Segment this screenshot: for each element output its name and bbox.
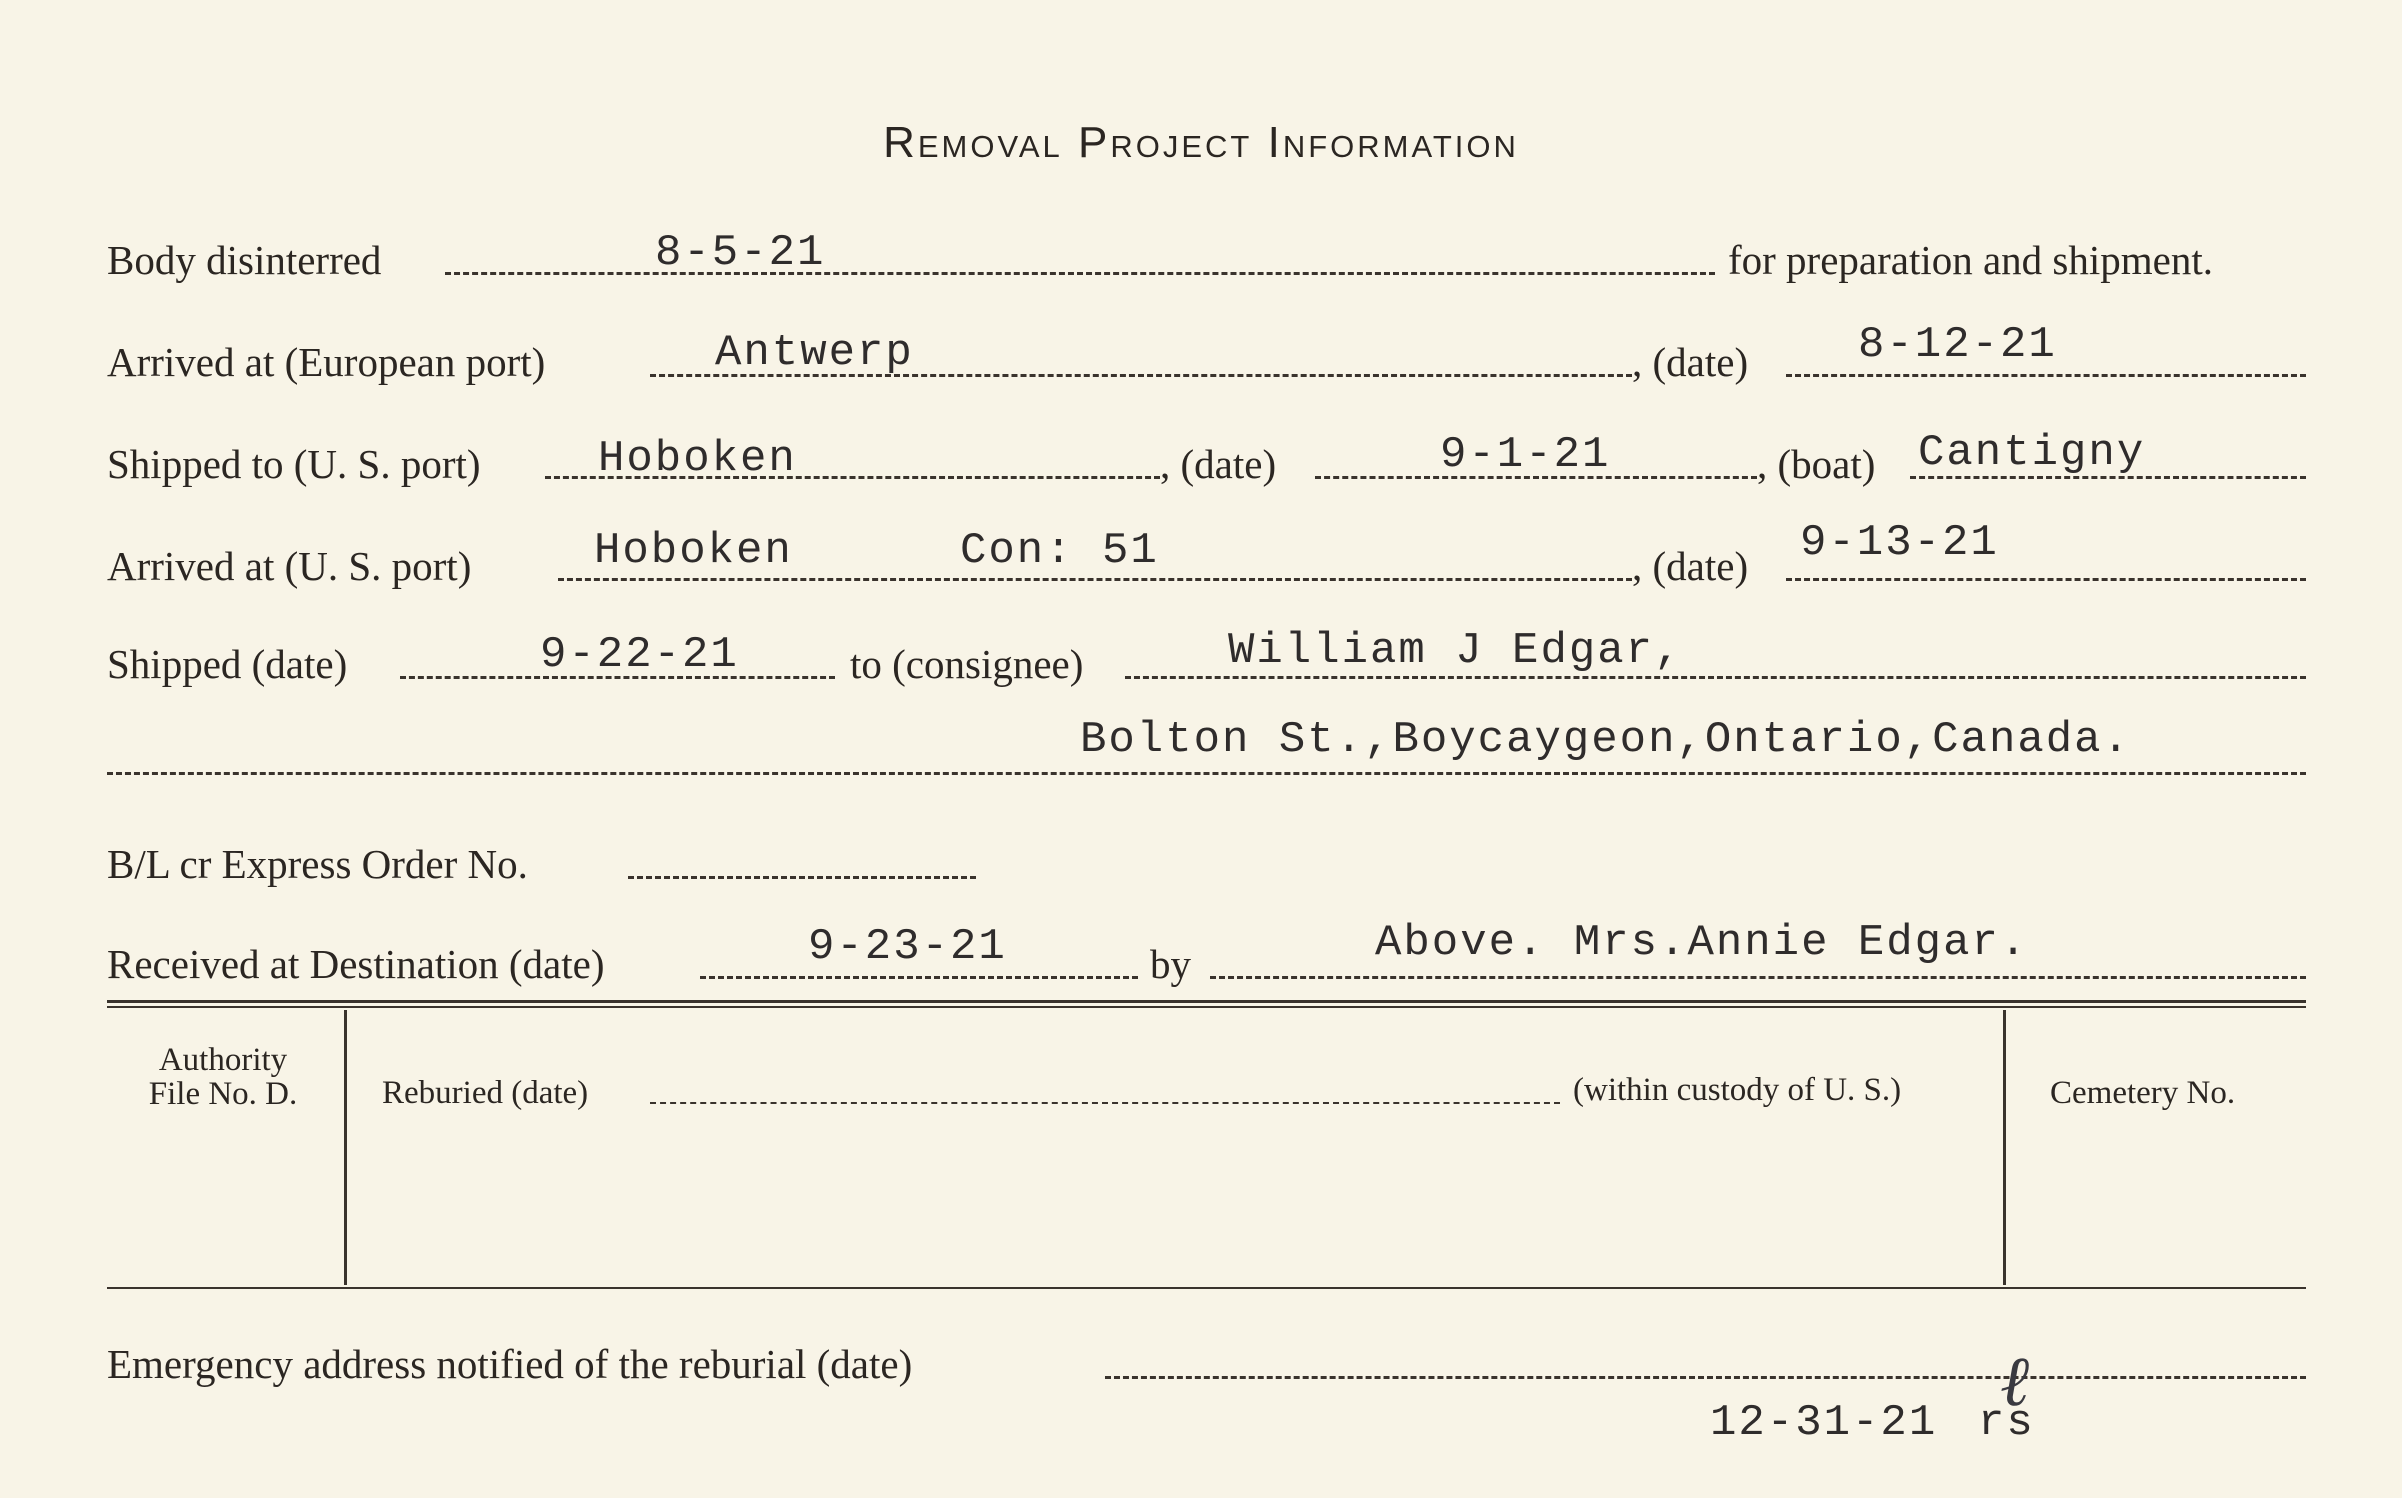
- arrived-europe-label: Arrived at (European port): [107, 339, 546, 385]
- shipped-us-boat: Cantigny: [1918, 428, 2146, 478]
- arrived-us-port-line: [558, 578, 1632, 581]
- shipped-date-label: Shipped (date): [107, 641, 348, 687]
- received-by-label: by: [1150, 941, 1191, 987]
- disinterred-suffix: for preparation and shipment.: [1728, 237, 2214, 283]
- disinterred-line: [445, 272, 1715, 275]
- arrived-europe-date-line: [1786, 374, 2306, 377]
- table-divider-left: [344, 1010, 347, 1285]
- authority-label: Authority File No. D.: [148, 1042, 298, 1112]
- shipped-us-date: 9-1-21: [1440, 430, 1611, 480]
- reburied-line: [650, 1102, 1560, 1104]
- handwritten-mark: ℓ: [2000, 1340, 2030, 1422]
- table-bottom-rule: [107, 1287, 2306, 1289]
- arrived-us-container: Con: 51: [960, 526, 1159, 576]
- table-divider-right: [2003, 1010, 2006, 1285]
- emergency-label: Emergency address notified of the reburial (date): [107, 1341, 913, 1387]
- consignee-address: Bolton St.,Boycaygeon,Ontario,Canada.: [1080, 715, 2131, 765]
- arrived-us-date-label: , (date): [1632, 543, 1749, 589]
- received-by-line: [1210, 976, 2306, 979]
- arrived-us-label: Arrived at (U. S. port): [107, 543, 472, 589]
- custody-label: (within custody of U. S.): [1573, 1072, 1902, 1108]
- disinterred-label: Body disinterred: [107, 237, 382, 283]
- consignee-line: [1125, 676, 2306, 679]
- card-title: Removal Project Information: [883, 118, 1519, 167]
- arrived-europe-port: Antwerp: [715, 328, 914, 378]
- shipped-us-label: Shipped to (U. S. port): [107, 441, 481, 487]
- bl-line: [628, 876, 976, 879]
- received-date: 9-23-21: [808, 922, 1007, 972]
- emergency-initials: rs: [1978, 1398, 2035, 1448]
- shipped-us-date-label: , (date): [1160, 441, 1277, 487]
- shipped-us-port: Hoboken: [598, 434, 797, 484]
- reburied-label: Reburied (date): [382, 1075, 589, 1111]
- emergency-line: [1105, 1376, 2306, 1379]
- table-top-rule-2: [107, 1006, 2306, 1008]
- arrived-us-date: 9-13-21: [1800, 518, 1999, 568]
- shipped-us-boat-label: , (boat): [1757, 441, 1876, 487]
- address-line: [107, 772, 2306, 775]
- received-date-line: [700, 976, 1138, 979]
- emergency-date: 12-31-21: [1710, 1398, 1938, 1448]
- cemetery-label: Cemetery No.: [2050, 1075, 2236, 1111]
- arrived-us-port: Hoboken: [594, 526, 793, 576]
- received-label: Received at Destination (date): [107, 941, 605, 987]
- arrived-europe-date: 8-12-21: [1858, 320, 2057, 370]
- arrived-us-date-line: [1786, 578, 2306, 581]
- table-top-rule: [107, 1000, 2306, 1003]
- consignee-label: to (consignee): [850, 641, 1084, 687]
- bl-label: B/L cr Express Order No.: [107, 841, 528, 887]
- received-by: Above. Mrs.Annie Edgar.: [1375, 918, 2029, 968]
- arrived-europe-date-label: , (date): [1632, 339, 1749, 385]
- consignee-name: William J Edgar,: [1228, 626, 1683, 676]
- shipped-date: 9-22-21: [540, 630, 739, 680]
- disinterred-date: 8-5-21: [655, 228, 826, 278]
